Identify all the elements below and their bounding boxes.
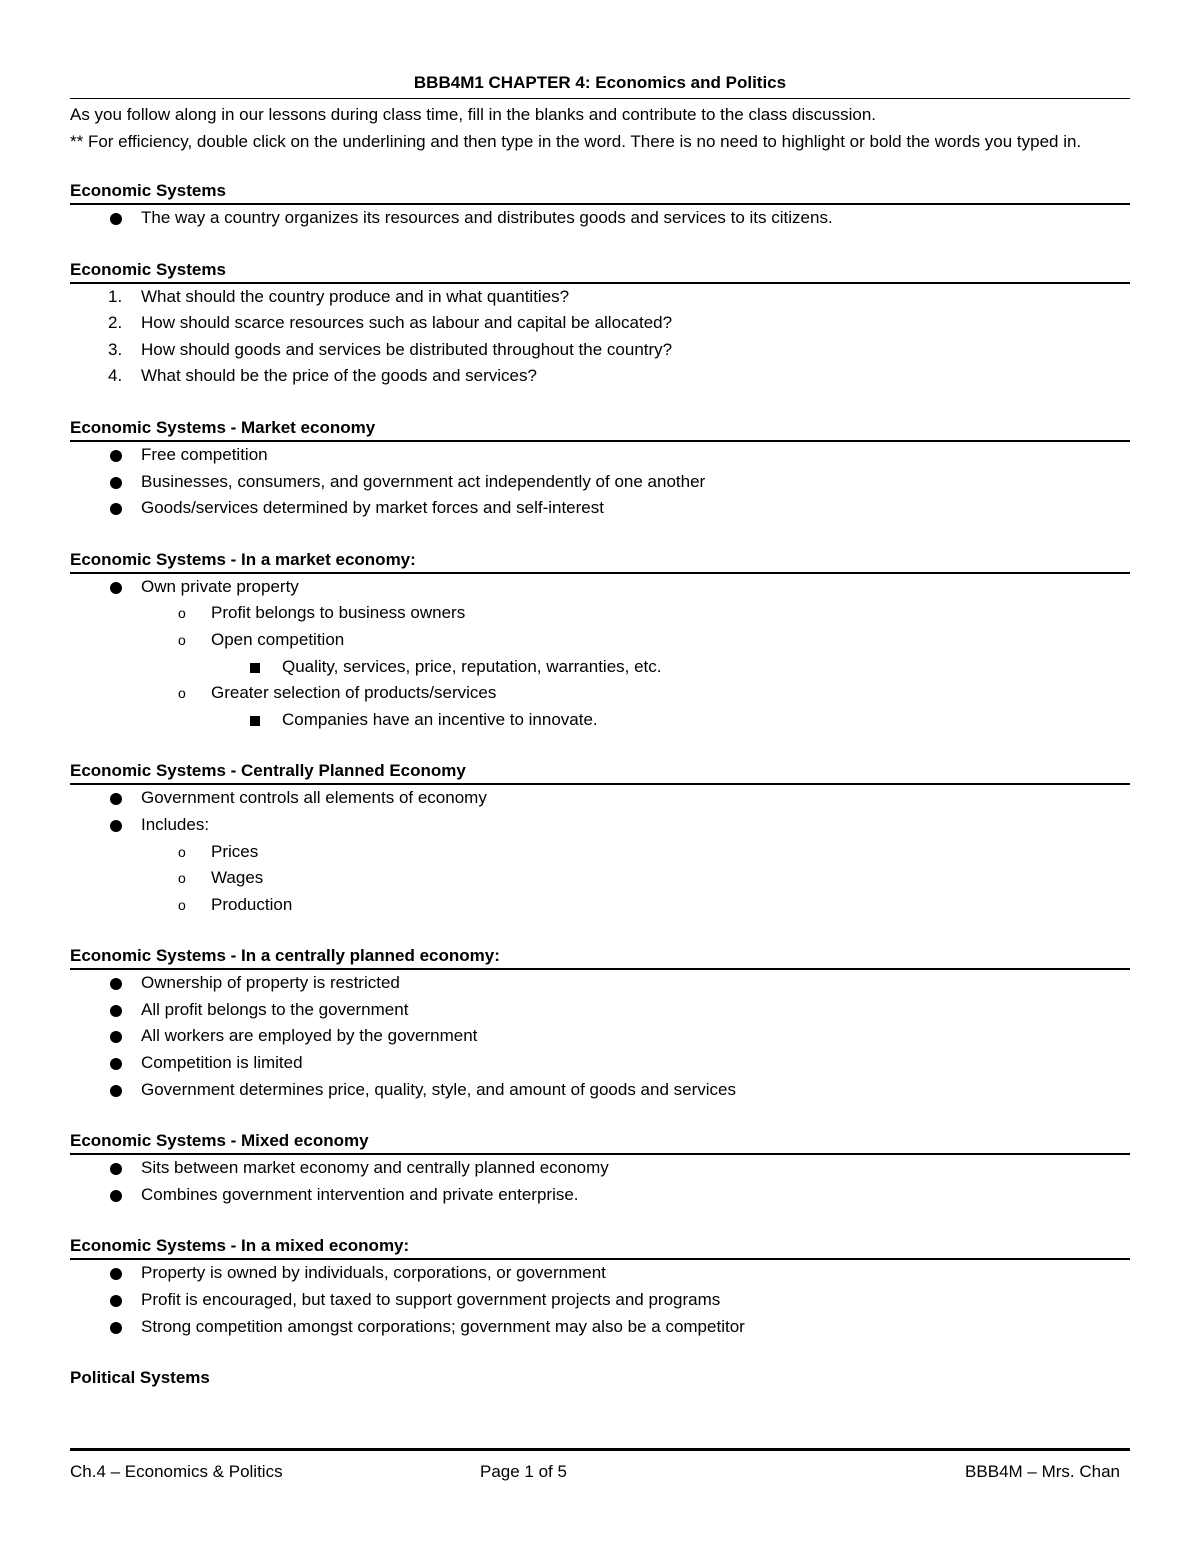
section-heading: Economic Systems [70, 258, 1130, 284]
list-item: Competition is limited [70, 1050, 1130, 1077]
circle-bullet-icon: o [178, 631, 186, 648]
intro-text [70, 101, 1130, 155]
bullet-icon [110, 1268, 122, 1280]
bullet-icon [110, 1085, 122, 1097]
intro-line-2: ** For efficiency, double click on the underlining and then type in the word. There is no need to highlight or bold the words you typed in. [70, 132, 1082, 151]
section-heading: Economic Systems - Mixed economy [70, 1129, 1130, 1155]
bullet-icon [110, 978, 122, 990]
section-market-economy [70, 416, 1130, 522]
list-item: Government controls all elements of economy [70, 785, 1130, 812]
bullet-icon [110, 793, 122, 805]
list-item: The way a country organizes its resources and distributes goods and services to its citizens. [70, 205, 1130, 232]
sub-sub-list-item: Quality, services, price, reputation, warranties, etc. [70, 654, 1130, 681]
section-heading: Economic Systems - In a centrally planned economy: [70, 944, 1130, 970]
bullet-icon [110, 1322, 122, 1334]
sub-list-item: o Wages [70, 865, 1130, 892]
square-bullet-icon [250, 716, 260, 726]
bullet-icon [110, 1190, 122, 1202]
footer-chapter: Ch.4 – Economics & Politics [70, 1462, 283, 1481]
list-item: Ownership of property is restricted [70, 970, 1130, 997]
section-in-mixed-economy [70, 1234, 1130, 1340]
list-item: Strong competition amongst corporations; government may also be a competitor [70, 1314, 1130, 1341]
list-item: Includes: [70, 812, 1130, 839]
bullet-icon [110, 820, 122, 832]
section-mixed-economy [70, 1129, 1130, 1208]
list-item: 3. How should goods and services be distributed throughout the country? [108, 339, 673, 359]
section-heading: Economic Systems - In a market economy: [70, 548, 1130, 574]
list-item: 2. How should scarce resources such as labour and capital be allocated? [108, 313, 673, 333]
sub-list-item: o Production [70, 892, 1130, 919]
page-footer [70, 1448, 1130, 1487]
list-item: Businesses, consumers, and government act independently of one another [70, 469, 1130, 496]
section-in-centrally-planned-economy [70, 944, 1130, 1103]
intro-line-1: As you follow along in our lessons during class time, fill in the blanks and contribute to the class discussion. [70, 105, 877, 124]
list-item: 1. What should the country produce and in what quantities? [108, 286, 570, 306]
section-heading: Economic Systems - In a mixed economy: [70, 1234, 1130, 1260]
section-political-systems [70, 1366, 1130, 1390]
bullet-icon [110, 582, 122, 594]
list-item: Free competition [70, 442, 1130, 469]
sub-list-item: o Prices [70, 839, 1130, 866]
sub-list-item: o Greater selection of products/services [70, 680, 1130, 707]
sub-list-item: o Open competition [70, 627, 1130, 654]
list-item: Goods/services determined by market forces and self-interest [70, 495, 1130, 522]
section-heading: Economic Systems [70, 179, 1130, 205]
document-title: BBB4M1 CHAPTER 4: Economics and Politics [70, 70, 1130, 99]
bullet-icon [110, 1163, 122, 1175]
list-item: All workers are employed by the government [70, 1023, 1130, 1050]
document-page [70, 70, 1130, 1390]
footer-page-number: Page 1 of 5 [480, 1462, 567, 1481]
bullet-icon [110, 1058, 122, 1070]
section-centrally-planned-economy [70, 759, 1130, 918]
section-heading: Economic Systems - Centrally Planned Economy [70, 759, 1130, 785]
circle-bullet-icon: o [178, 843, 186, 860]
section-economic-systems-definition [70, 179, 1130, 232]
bullet-icon [110, 1031, 122, 1043]
bullet-icon [110, 1005, 122, 1017]
list-item: Sits between market economy and centrally planned economy [70, 1155, 1130, 1182]
circle-bullet-icon: o [178, 896, 186, 913]
circle-bullet-icon: o [178, 685, 186, 702]
sub-sub-list-item: Companies have an incentive to innovate. [70, 707, 1130, 734]
list-item: 4. What should be the price of the goods and services? [108, 366, 537, 386]
section-heading: Economic Systems - Market economy [70, 416, 1130, 442]
section-in-market-economy [70, 548, 1130, 734]
circle-bullet-icon: o [178, 605, 186, 622]
list-item: All profit belongs to the government [70, 997, 1130, 1024]
sub-list-item: o Profit belongs to business owners [70, 600, 1130, 627]
bullet-icon [110, 477, 122, 489]
bullet-icon [110, 1295, 122, 1307]
list-item: Government determines price, quality, style, and amount of goods and services [70, 1077, 1130, 1104]
bullet-icon [110, 450, 122, 462]
square-bullet-icon [250, 663, 260, 673]
section-economic-systems-questions [70, 258, 1130, 390]
circle-bullet-icon: o [178, 870, 186, 887]
list-item: Own private property [70, 574, 1130, 601]
list-item: Profit is encouraged, but taxed to support government projects and programs [70, 1287, 1130, 1314]
bullet-icon [110, 213, 122, 225]
list-item: Property is owned by individuals, corporations, or government [70, 1260, 1130, 1287]
section-heading: Political Systems [70, 1368, 210, 1388]
list-item: Combines government intervention and private enterprise. [70, 1182, 1130, 1209]
footer-course: BBB4M – Mrs. Chan [965, 1462, 1120, 1481]
bullet-icon [110, 503, 122, 515]
